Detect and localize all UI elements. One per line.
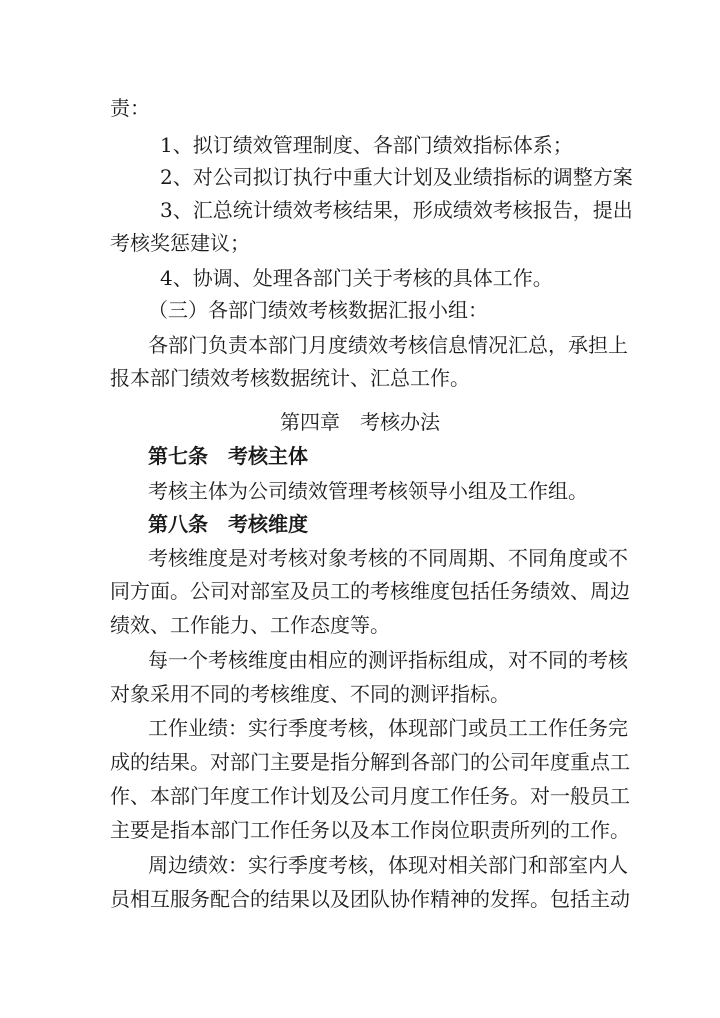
text-line-2: 1、拟订绩效管理制度、各部门绩效指标体系； [160,133,573,157]
text-line-4: 3、汇总统计绩效考核结果，形成绩效考核报告，提出 [160,198,633,222]
text-line-15: 同方面。公司对部室及员工的考核维度包括任务绩效、周边 [110,579,630,603]
text-line-23: 周边绩效：实行季度考核，体现对相关部门和部室内人 [148,853,628,877]
text-line-9: 报本部门绩效考核数据统计、汇总工作。 [110,366,470,390]
text-line-6: 4、协调、处理各部门关于考核的具体工作。 [160,266,553,290]
text-line-14: 考核维度是对考核对象考核的不同周期、不同角度或不 [148,546,628,570]
text-line-1: 责： [110,96,150,120]
text-line-17: 每一个考核维度由相应的测评指标组成，对不同的考核 [148,648,628,672]
chapter-title: 第四章 考核办法 [280,410,440,434]
text-line-3: 2、对公司拟订执行中重大计划及业绩指标的调整方案 [160,165,633,189]
text-line-24: 员相互服务配合的结果以及团队协作精神的发挥。包括主动 [110,887,630,911]
text-line-16: 绩效、工作能力、工作态度等。 [110,613,390,637]
text-line-12: 考核主体为公司绩效管理考核领导小组及工作组。 [148,479,588,503]
text-line-8: 各部门负责本部门月度绩效考核信息情况汇总，承担上 [148,333,628,357]
text-line-5: 考核奖惩建议； [110,231,250,255]
article-8-heading: 第八条 考核维度 [148,512,308,536]
text-line-22: 主要是指本部门工作任务以及本工作岗位职责所列的工作。 [110,818,630,842]
article-7-heading: 第七条 考核主体 [148,444,308,468]
text-line-21: 作、本部门年度工作计划及公司月度工作任务。对一般员工 [110,784,630,808]
text-line-19: 工作业绩：实行季度考核，体现部门或员工工作任务完 [148,716,628,740]
text-line-20: 成的结果。对部门主要是指分解到各部门的公司年度重点工 [110,750,630,774]
text-line-18: 对象采用不同的考核维度、不同的测评指标。 [110,682,510,706]
section-heading: （三）各部门绩效考核数据汇报小组： [148,298,488,322]
